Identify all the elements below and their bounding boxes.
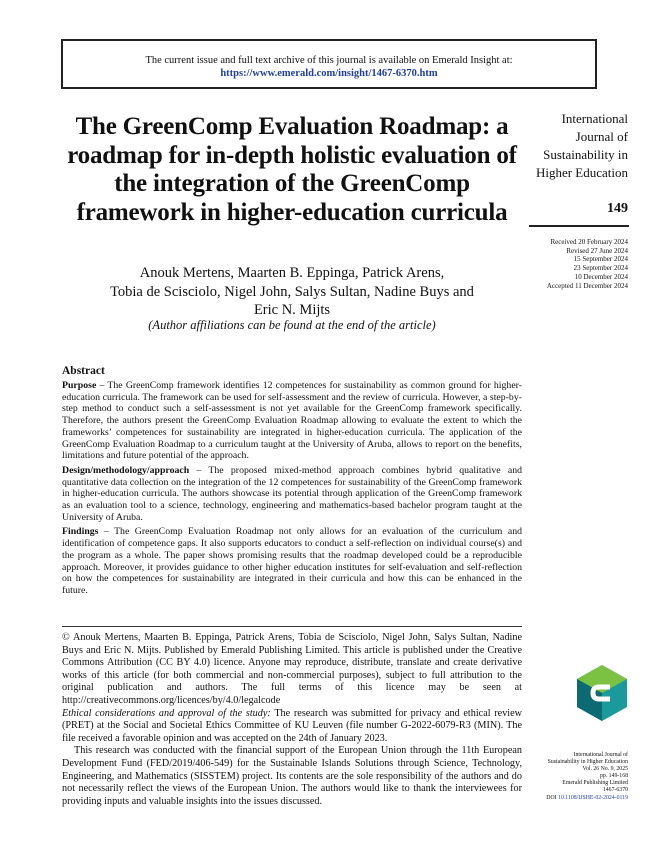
citation-journal-2: Sustainability in Higher Education <box>547 759 628 766</box>
copyright-note: © Anouk Mertens, Maarten B. Eppinga, Patrick Arens, Tobia de Scisciolo, Nigel John, Salys Sultan, Nadine Buys and Eric N. Mijts. Published by Emerald Publishing Limited. This article is published under the Creative Commons Attribution (CC BY 4.0) licence. Anyone may reproduce, distribute, translate and create derivative works of this article (for both commercial and non-commercial purposes), subject to full attribution to the original publication and authors. The full terms of this licence may be seen at http://creativecommons.org/licences/by/4.0/legalcode <box>62 632 522 706</box>
page-number: 149 <box>607 201 628 216</box>
article-title: The GreenComp Evaluation Roadmap: a roadmap for in-depth holistic evaluation of the integration of the GreenComp framework in higher-education curricula <box>67 113 517 226</box>
date-revised-1: Revised 27 June 2024 <box>566 246 628 255</box>
abstract-heading: Abstract <box>62 365 105 377</box>
sidebar-divider <box>529 225 629 227</box>
doi-label: DOI <box>546 794 557 801</box>
citation-publisher: Emerald Publishing Limited <box>562 780 628 787</box>
date-revised-2: 15 September 2024 <box>573 255 628 264</box>
citation-block <box>520 752 628 802</box>
author-line-3: Eric N. Mijts <box>253 302 331 318</box>
submission-dates <box>520 238 628 290</box>
author-line-2: Tobia de Scisciolo, Nigel John, Salys Sultan, Nadine Buys and <box>110 283 474 300</box>
ethics-label: Ethical considerations and approval of the study: <box>62 707 271 719</box>
findings-text: – The GreenComp Evaluation Roadmap not only allows for an evaluation of the curriculum and identification of competence gaps. It also supports educators to conduct a self-reflection on individual course(s) and the program as a whole. The paper shows promising results that the roadmap developed could be a reproducible approach. Moreover, it provides guidance to other higher education institutes for self-evaluation and self-reflection on how the competences for sustainability are integrated in their curricula and how this can be enhanced in the future. <box>62 526 522 596</box>
citation-pages: pp. 149-168 <box>599 773 628 780</box>
date-revised-4: 10 December 2024 <box>574 272 628 281</box>
abstract-purpose <box>62 380 522 462</box>
journal-notice-text: The current issue and full text archive of this journal is available on Emerald Insight at: <box>145 55 513 66</box>
abstract-findings <box>62 526 522 596</box>
citation-issn: 1467-6370 <box>602 787 628 794</box>
design-label: Design/methodology/approach <box>62 464 190 476</box>
footnote-divider <box>62 626 522 627</box>
date-received: Received 20 February 2024 <box>550 238 628 246</box>
author-list <box>66 264 518 320</box>
abstract-body <box>62 380 522 600</box>
journal-name-line-3: Sustainability in <box>543 147 628 162</box>
citation-volume: Vol. 26 No. 9, 2025 <box>582 766 628 773</box>
journal-name-line-2: Journal of <box>575 129 628 144</box>
findings-label: Findings <box>62 526 99 538</box>
affiliations-note: (Author affiliations can be found at the end of the article) <box>148 318 436 332</box>
purpose-text: – The GreenComp framework identifies 12 competences for sustainability as common ground for higher-education curricula. The framework can be used for self-assessment and the review of curricula. However, a step-by-step method to conduct such a self-assessment is not yet available for the GreenComp framework specifically. Therefore, the authors present the GreenComp Evaluation Roadmap allowing to evaluate the extent to which the frameworks’ competences for sustainability are integrated in higher-education curricula. The application of the GreenComp Evaluation Roadmap to a curriculum taught at the University of Aruba, allows to report on the benefits, limitations and future potential of the approach. <box>62 380 522 462</box>
ethics-text: The research was submitted for privacy and ethical review (PRET) at the Social and Societal Ethics Committee of KU Leuven (file number G-2022-6079-R3 (MIN). The file received a favorable opinion and was accepted on the 24th of January 2023. <box>62 707 522 744</box>
emerald-logo-icon <box>577 665 627 721</box>
citation-journal-1: International Journal of <box>573 752 628 758</box>
journal-notice-box <box>61 39 597 89</box>
journal-name <box>520 110 628 182</box>
funding-note: This research was conducted with the financial support of the European Union through the 11th European Development Fund (FED/2019/406-549) for the Sustainable Islands Solutions through Science, Technology, Engineering, and Mathematics (SISSTEM) project. Its contents are the sole responsibility of the authors and do not necessarily reflect the views of the European Union. The authors would like to thank the interviewees for providing inputs and valuable insights into the issues discussed. <box>62 745 522 807</box>
doi-link[interactable]: 10.1108/IJSHE-02-2024-0119 <box>558 794 628 801</box>
journal-url-link[interactable]: https://www.emerald.com/insight/1467-6370.htm <box>220 68 438 79</box>
date-revised-3: 23 September 2024 <box>573 264 628 273</box>
ethics-note <box>62 708 522 746</box>
journal-name-line-1: International <box>561 111 628 126</box>
journal-name-line-4: Higher Education <box>535 165 628 180</box>
footnotes <box>62 632 522 808</box>
author-line-1: Anouk Mertens, Maarten B. Eppinga, Patrick Arens, <box>139 265 445 281</box>
abstract-design <box>62 465 522 524</box>
design-text: – The proposed mixed-method approach combines hybrid qualitative and quantitative data collection on the integration of the 12 competences for sustainability of the GreenComp framework in higher-education curricula. The authors showcase its potential through application of the GreenComp framework as an evaluation tool to a science, technology, engineering and mathematics-based bachelor program taught at the University of Aruba. <box>62 464 522 523</box>
purpose-label: Purpose <box>62 380 97 391</box>
citation-doi <box>520 795 628 802</box>
date-accepted: Accepted 11 December 2024 <box>546 281 628 290</box>
